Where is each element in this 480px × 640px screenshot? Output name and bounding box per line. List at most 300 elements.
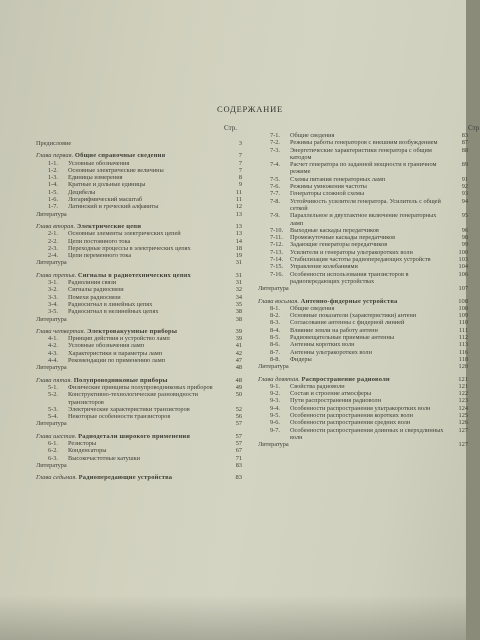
entry-title: Особенности распространения средних волн (290, 419, 411, 427)
section-number: 2-4. (48, 252, 58, 260)
toc-entry-row (36, 174, 242, 181)
entry-title: Особенности использования транзисторов в радиопередающих устройствах (290, 270, 409, 285)
section-number: 5-3. (48, 405, 58, 413)
entry-title: Рекомендации по применению ламп (68, 357, 166, 365)
entry-title: Общие сведения (290, 304, 335, 312)
entry-title: Латинский и греческий алфавиты (68, 203, 159, 211)
toc-entry-row (36, 189, 242, 196)
toc-entry-row (36, 245, 242, 252)
entry-title: Фидеры (290, 355, 312, 363)
section-number: 7-11. (270, 234, 283, 242)
page-number: 35 (235, 300, 242, 308)
entry-title: Литература (36, 461, 67, 469)
section-number: 1-2. (48, 166, 58, 174)
toc-entry-row (258, 263, 468, 270)
page-number: 92 (461, 183, 468, 191)
toc-entry-row (36, 455, 242, 462)
entry-title: Характеристики и параметры ламп (68, 349, 163, 357)
page-number: 89 (461, 161, 468, 169)
chapter-label: Глава первая. (36, 152, 74, 160)
entry-title: Управление колебаниями (290, 263, 358, 271)
entry-title: Литература (258, 363, 289, 371)
toc-entry-row (36, 140, 242, 147)
page-number: 96 (461, 226, 468, 234)
page-number: 122 (458, 390, 468, 398)
page-number: 125 (458, 411, 468, 419)
page-number: 91 (461, 175, 468, 183)
toc-entry-row (258, 412, 468, 419)
toc-entry-row (36, 391, 242, 406)
toc-entry-row (258, 334, 468, 341)
section-number: 6-1. (48, 439, 58, 447)
section-number: 7-9. (270, 212, 280, 220)
toc-chapter-row (36, 223, 242, 230)
toc-entry-row (36, 335, 242, 342)
page-number: 99 (461, 241, 468, 249)
page-number: 67 (235, 447, 242, 455)
page-number: 106 (458, 270, 468, 278)
entry-title: Влияние земли на работу антенн (290, 326, 378, 334)
page-number: 56 (235, 413, 242, 421)
section-number: 9-7. (270, 426, 280, 434)
toc-entry-row (36, 211, 242, 218)
page-number: 88 (461, 146, 468, 154)
toc-entry-row (258, 256, 468, 263)
section-number: 6-2. (48, 447, 58, 455)
entry-title: Помехи радиосвязи (68, 293, 121, 301)
section-number: 9-3. (270, 397, 280, 405)
entry-title: Литература (36, 420, 67, 428)
page-number: 13 (235, 210, 242, 218)
chapter-title: Общие справочные сведения (74, 152, 166, 160)
entry-title: Основные электрические величины (68, 166, 164, 174)
section-number: 7-14. (270, 256, 284, 264)
page-number: 116 (458, 348, 468, 356)
toc-entry-row (36, 462, 242, 469)
toc-entry-row (258, 132, 468, 139)
entry-title: Выходные каскады передатчиков (290, 226, 379, 234)
entry-title: Кратные и дольные единицы (68, 181, 146, 189)
toc-entry-row (36, 364, 242, 371)
entry-title: Литература (36, 315, 67, 323)
section-number: 8-2. (270, 312, 280, 320)
entry-title: Цепи постоянного тока (68, 237, 131, 245)
entry-title: Стабилизация частоты радиопередающих устройств (290, 256, 431, 264)
page-number: 120 (458, 363, 468, 371)
section-number: 4-4. (48, 357, 58, 365)
entry-title: Промежуточные каскады передатчиков (290, 234, 396, 242)
toc-entry-row (258, 183, 468, 190)
section-number: 4-1. (48, 335, 58, 343)
page-number: 38 (235, 315, 242, 323)
section-number: 9-1. (270, 382, 280, 390)
section-number: 4-2. (48, 342, 58, 350)
page-number: 121 (458, 375, 468, 383)
page-shadow (0, 595, 480, 640)
page-number: 49 (235, 383, 242, 391)
page-number: 83 (235, 474, 242, 482)
chapter-title: Антенно-фидерные устройства (300, 297, 398, 305)
entry-title: Резисторы (68, 439, 97, 447)
section-number: 3-5. (48, 308, 58, 316)
page-number: 14 (235, 237, 242, 245)
chapter-title: Электрические цепи (76, 222, 142, 230)
entry-title: Предисловие (36, 140, 72, 147)
toc-entry-row (258, 441, 468, 448)
entry-title: Радиолиния связи (68, 279, 117, 287)
entry-title: Состав и строение атмосферы (290, 390, 372, 398)
page-number: 32 (235, 286, 242, 294)
page-number: 11 (235, 196, 242, 204)
section-number: 5-2. (48, 391, 58, 399)
section-number: 7-13. (270, 248, 284, 256)
toc-entry-row (258, 397, 468, 404)
entry-title: Физические принципы полупроводниковых приборов (68, 383, 213, 391)
toc-entry-row (36, 286, 242, 293)
entry-title: Согласование антенны с фидерной линией (290, 319, 405, 327)
page-number: 127 (458, 441, 468, 449)
entry-title: Антенны коротких волн (290, 341, 355, 349)
page-number: 112 (458, 334, 468, 342)
chapter-label: Глава шестая. (36, 432, 77, 440)
toc-entry-row (36, 357, 242, 364)
section-number: 9-4. (270, 404, 280, 412)
toc-entry-row (36, 203, 242, 210)
page-number: 8 (238, 174, 242, 182)
toc-entry-row (258, 319, 468, 326)
entry-title: Литература (36, 259, 67, 267)
section-number: 1-5. (48, 188, 58, 196)
entry-title: Единицы измерения (68, 174, 123, 182)
toc-entry-row (258, 312, 468, 319)
chapter-title: Электровакуумные приборы (86, 327, 178, 335)
page-number: 19 (235, 252, 242, 260)
section-number: 8-5. (270, 334, 280, 342)
section-number: 9-5. (270, 411, 280, 419)
page-number: 104 (458, 263, 468, 271)
page-number: 31 (235, 271, 242, 279)
toc-entry-row (258, 271, 468, 286)
page-number: 94 (461, 197, 468, 205)
entry-title: Основные элементы электрических цепей (68, 230, 181, 238)
page-number: 103 (458, 256, 468, 264)
entry-title: Некоторые особенности транзисторов (68, 413, 171, 421)
page-number: 93 (461, 190, 468, 198)
section-number: 5-1. (48, 383, 58, 391)
entry-title: Литература (258, 441, 289, 449)
toc-chapter-row (36, 328, 242, 335)
entry-title: Свойства радиоволн (290, 382, 345, 390)
page-number: 42 (235, 349, 242, 357)
toc-entry-row (36, 252, 242, 259)
page-number: 83 (235, 461, 242, 469)
entry-title: Литература (258, 285, 289, 293)
toc-entry-row (258, 390, 468, 397)
toc-chapter-row (36, 474, 242, 481)
page-number: 39 (235, 327, 242, 335)
chapter-label: Глава седьмая. (36, 474, 77, 482)
entry-title: Пути распространения радиоволн (290, 397, 382, 405)
toc-entry-row (258, 363, 468, 370)
section-number: 8-8. (270, 355, 280, 363)
toc-chapter-row (258, 298, 468, 305)
chapter-title: Радиодетали широкого применения (78, 432, 191, 440)
section-number: 1-6. (48, 196, 58, 204)
section-number: 3-1. (48, 279, 58, 287)
section-number: 7-8. (270, 197, 280, 205)
toc-chapter-row (36, 377, 242, 384)
toc-entry-row (258, 419, 468, 426)
toc-entry-row (258, 241, 468, 248)
page-number: 34 (235, 293, 242, 301)
page-number: 12 (235, 203, 242, 211)
toc-entry-row (36, 294, 242, 301)
section-number: 7-15. (270, 263, 284, 271)
section-number: 7-12. (270, 241, 284, 249)
page-number: 124 (458, 404, 468, 412)
section-number: 3-3. (48, 293, 58, 301)
toc-entry-row (258, 234, 468, 241)
toc-left-column (36, 140, 242, 481)
section-number: 8-4. (270, 326, 280, 334)
page-number: 48 (235, 364, 242, 372)
toc-entry-row (258, 227, 468, 234)
page-number: 52 (235, 405, 242, 413)
entry-title: Логарифмический масштаб (68, 196, 143, 204)
page-number: 47 (235, 357, 242, 365)
section-number: 6-3. (48, 454, 58, 462)
section-number: 7-10. (270, 226, 284, 234)
page-number: 126 (458, 419, 468, 427)
section-number: 7-4. (270, 161, 280, 169)
chapter-label: Глава девятая. (258, 375, 300, 383)
page-number: 13 (235, 230, 242, 238)
toc-entry-row (258, 212, 468, 227)
section-number: 1-7. (48, 203, 58, 211)
page-number: 87 (461, 139, 468, 147)
toc-entry-row (36, 301, 242, 308)
toc-entry-row (36, 230, 242, 237)
page-number: 108 (458, 297, 468, 305)
entry-title: Схемы питания генераторных ламп (290, 175, 386, 183)
toc-chapter-row (36, 272, 242, 279)
page-number: 13 (235, 222, 242, 230)
toc-entry-row (258, 147, 468, 162)
toc-entry-row (258, 383, 468, 390)
toc-entry-row (258, 327, 468, 334)
page-number: 50 (235, 391, 242, 399)
toc-entry-row (258, 161, 468, 176)
toc-entry-row (258, 305, 468, 312)
page-number: 110 (458, 319, 468, 327)
section-number: 8-1. (270, 304, 280, 312)
section-number: 3-4. (48, 300, 58, 308)
next-page-edge (466, 0, 480, 640)
toc-entry-row (258, 349, 468, 356)
toc-entry-row (258, 198, 468, 213)
chapter-title: Распространение радиоволн (301, 375, 390, 383)
toc-entry-row (36, 167, 242, 174)
toc-entry-row (258, 249, 468, 256)
toc-entry-row (36, 350, 242, 357)
toc-entry-row (258, 285, 468, 292)
toc-entry-row (36, 238, 242, 245)
page-number: 111 (459, 326, 468, 334)
entry-title: Сигналы радиосвязи (68, 286, 124, 294)
entry-title: Особенности распространения коротких волн (290, 411, 413, 419)
page-number: 83 (461, 132, 468, 139)
page-number: 3 (238, 140, 242, 147)
page-number: 7 (238, 152, 242, 160)
toc-entry-row (36, 160, 242, 167)
entry-title: Усилители и генераторы ультракоротких волн (290, 248, 413, 256)
section-number: 8-6. (270, 341, 280, 349)
page-number: 31 (235, 279, 242, 287)
page-number: 118 (458, 355, 468, 363)
section-number: 7-3. (270, 146, 280, 154)
section-number: 1-4. (48, 181, 58, 189)
entry-title: Генераторы сложной схемы (290, 190, 365, 198)
toc-entry-row (258, 341, 468, 348)
page-number: 9 (238, 181, 242, 189)
page-number: 127 (458, 426, 468, 434)
toc-entry-row (258, 356, 468, 363)
toc-entry-row (36, 196, 242, 203)
section-number: 5-4. (48, 413, 58, 421)
page-column-label: Стр. (224, 124, 237, 132)
entry-title: Высокочастотные катушки (68, 454, 141, 462)
toc-entry-row (36, 259, 242, 266)
toc-entry-row (258, 405, 468, 412)
entry-title: Режимы умножения частоты (290, 183, 367, 191)
page-number: 18 (235, 244, 242, 252)
section-number: 2-1. (48, 230, 58, 238)
toc-entry-row (36, 420, 242, 427)
entry-title: Параллельное и двухтактное включение генераторных ламп (290, 212, 437, 227)
page-number: 113 (458, 341, 468, 349)
page-number: 41 (235, 342, 242, 350)
entry-title: Литература (36, 210, 67, 218)
entry-title: Условные обозначения ламп (68, 342, 145, 350)
entry-title: Режимы работы генераторов с внешним возбуждением (290, 139, 438, 147)
toc-entry-row (36, 308, 242, 315)
chapter-label: Глава четвертая. (36, 327, 86, 335)
entry-title: Принцип действия и устройство ламп (68, 335, 170, 343)
entry-title: Расчет генератора по заданной мощности в граничном режиме (290, 161, 437, 176)
page-number: 57 (235, 420, 242, 428)
section-number: 7-2. (270, 139, 280, 147)
entry-title: Особенности распространения длинных и сверхдлинных волн (290, 426, 444, 441)
entry-title: Антенны ультракоротких волн (290, 348, 372, 356)
page-number: 57 (235, 439, 242, 447)
toc-entry-row (36, 279, 242, 286)
page-number: 100 (458, 248, 468, 256)
page-number: 11 (235, 188, 242, 196)
page-number: 108 (458, 304, 468, 312)
section-number: 7-6. (270, 183, 280, 191)
entry-title: Радиосигнал в линейных цепях (68, 300, 153, 308)
toc-chapter-row (36, 433, 242, 440)
entry-title: Энергетические характеристики генератора с общим катодом (290, 146, 432, 161)
page-number: 107 (458, 285, 468, 293)
entry-title: Децибелы (68, 188, 96, 196)
toc-entry-row (36, 316, 242, 323)
toc-entry-row (36, 413, 242, 420)
section-number: 1-1. (48, 159, 58, 167)
entry-title: Общие сведения (290, 132, 335, 139)
toc-entry-row (36, 440, 242, 447)
toc-entry-row (36, 342, 242, 349)
page-number: 38 (235, 308, 242, 316)
section-number: 7-5. (270, 175, 280, 183)
section-number: 7-7. (270, 190, 280, 198)
chapter-label: Глава восьмая. (258, 297, 300, 305)
entry-title: Условные обозначения (68, 159, 130, 167)
toc-entry-row (36, 384, 242, 391)
section-number: 7-16. (270, 270, 284, 278)
page-number: 48 (235, 376, 242, 384)
chapter-title: Радиопередающие устройства (78, 474, 173, 482)
section-number: 7-1. (270, 132, 280, 139)
entry-title: Литература (36, 364, 67, 372)
chapter-label: Глава пятая. (36, 376, 73, 384)
page-number: 7 (238, 166, 242, 174)
toc-entry-row (36, 181, 242, 188)
page-number: 31 (235, 259, 242, 267)
toc-chapter-row (258, 376, 468, 383)
section-number: 3-2. (48, 286, 58, 294)
entry-title: Радиосигнал в нелинейных цепях (68, 308, 159, 316)
toc-entry-row (36, 447, 242, 454)
section-number: 8-7. (270, 348, 280, 356)
section-number: 8-3. (270, 319, 280, 327)
entry-title: Задающие генераторы передатчиков (290, 241, 388, 249)
chapter-title: Сигналы в радиотехнических цепях (77, 271, 191, 279)
entry-title: Радиовещательные приемные антенны (290, 334, 395, 342)
toc-entry-row (258, 176, 468, 183)
entry-title: Цепи переменного тока (68, 252, 132, 260)
entry-title: Электрические характеристики транзисторов (68, 405, 190, 413)
entry-title: Конструктивно-технологические разновидности транзисторов (68, 391, 199, 406)
section-number: 4-3. (48, 349, 58, 357)
toc-chapter-row (36, 152, 242, 159)
section-number: 9-6. (270, 419, 280, 427)
page-number: 57 (235, 432, 242, 440)
section-number: 9-2. (270, 390, 280, 398)
toc-entry-row (258, 139, 468, 146)
page-number: 95 (461, 212, 468, 220)
toc-heading: СОДЕРЖАНИЕ (216, 104, 284, 114)
entry-title: Переходные процессы в электрических цепях (68, 244, 191, 252)
entry-title: Устойчивость усилителя генератора. Усилитель с общей сеткой (290, 197, 441, 212)
toc-entry-row (36, 406, 242, 413)
chapter-label: Глава вторая. (36, 222, 76, 230)
toc-entry-row (258, 427, 468, 442)
page-number: 98 (461, 234, 468, 242)
page-number: 109 (458, 312, 468, 320)
page-number: 7 (238, 159, 242, 167)
page-number: 121 (458, 382, 468, 390)
page-number: 39 (235, 335, 242, 343)
chapter-title: Полупроводниковые приборы (73, 376, 168, 384)
page-number: 71 (235, 454, 242, 462)
chapter-label: Глава третья. (36, 271, 77, 279)
next-page-label: Стр (468, 124, 480, 132)
toc-entry-row (258, 190, 468, 197)
entry-title: Конденсаторы (68, 447, 107, 455)
section-number: 1-3. (48, 174, 58, 182)
section-number: 2-3. (48, 244, 58, 252)
